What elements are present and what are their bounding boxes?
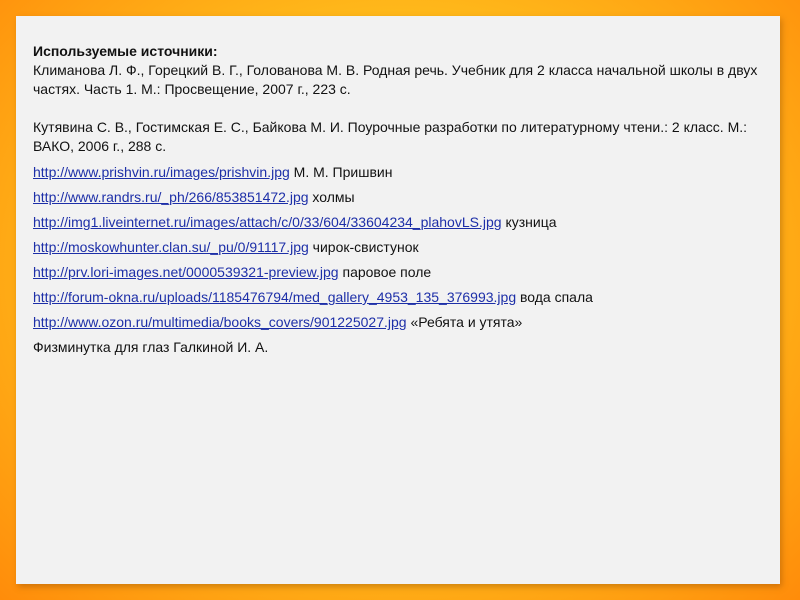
source-link-caption: чирок-свистунок	[312, 239, 419, 255]
source-link[interactable]: http://img1.liveinternet.ru/images/attach/c/0/33/604/33604234_plahovLS.jpg	[33, 214, 502, 230]
sources-content	[33, 42, 763, 357]
source-book-2: Кутявина С. В., Гостимская Е. С., Байкова М. И. Поурочные разработки по литературному чтени.: 2 класс. М.: ВАКО, 2006 г., 288 с.	[33, 119, 748, 154]
slide-panel	[16, 16, 780, 584]
source-link-caption: паровое поле	[342, 264, 432, 280]
footer-credit: Физминутка для глаз Галкиной И. А.	[33, 339, 269, 355]
source-link-caption: вода спала	[520, 289, 593, 305]
source-link-row	[33, 213, 763, 232]
source-link-caption: холмы	[312, 189, 355, 205]
source-link[interactable]: http://www.ozon.ru/multimedia/books_covers/901225027.jpg	[33, 314, 407, 330]
source-link-row	[33, 238, 763, 257]
source-link[interactable]: http://forum-okna.ru/uploads/1185476794/med_gallery_4953_135_376993.jpg	[33, 289, 517, 305]
source-link-row	[33, 313, 763, 332]
source-link-row	[33, 188, 763, 207]
source-link-caption: кузница	[505, 214, 557, 230]
source-link[interactable]: http://www.prishvin.ru/images/prishvin.jpg	[33, 164, 290, 180]
source-link[interactable]: http://moskowhunter.clan.su/_pu/0/91117.jpg	[33, 239, 309, 255]
source-book-1: Климанова Л. Ф., Горецкий В. Г., Голованова М. В. Родная речь. Учебник для 2 класса начальной школы в двух частях. Часть 1. М.: Просвещение, 2007 г., 223 с.	[33, 62, 758, 97]
source-link[interactable]: http://www.randrs.ru/_ph/266/853851472.jpg	[33, 189, 309, 205]
source-link-row	[33, 163, 763, 182]
source-link-caption: «Ребята и утята»	[410, 314, 523, 330]
spacer	[33, 99, 763, 118]
sources-heading: Используемые источники:	[33, 43, 218, 59]
source-link-row	[33, 263, 763, 282]
source-link-caption: М. М. Пришвин	[293, 164, 393, 180]
source-link-row	[33, 288, 763, 307]
source-link[interactable]: http://prv.lori-images.net/0000539321-preview.jpg	[33, 264, 339, 280]
